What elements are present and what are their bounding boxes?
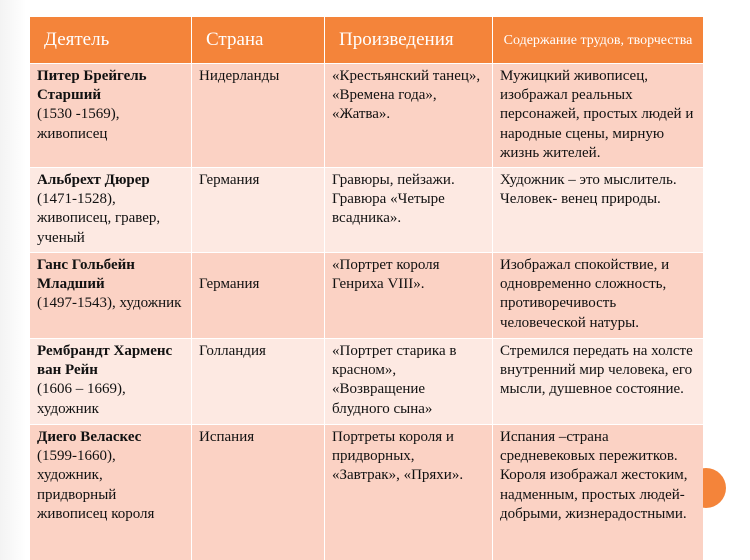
table-row: [30, 339, 704, 425]
person-info: (1471-1528), живописец, гравер, ученый: [37, 191, 161, 246]
slide-top-border: [26, 0, 750, 16]
works-cell: «Портрет старика в красном», «Возвращение блудного сына»: [325, 339, 493, 425]
person-info: (1599-1660), художник, придворный живописец короля: [37, 448, 155, 522]
content-cell: Мужицкий живописец, изображал реальных персонажей, простых людей и народные сцены, мирную жизнь жителей.: [493, 64, 704, 168]
header-content: Содержание трудов, творчества: [493, 17, 704, 64]
country-cell: Нидерланды: [192, 64, 325, 168]
country-cell: Испания: [192, 425, 325, 560]
table-row: [30, 168, 704, 253]
figure-cell: [30, 64, 192, 168]
content-cell: Художник – это мыслитель. Человек- венец природы.: [493, 168, 704, 253]
content-cell: Изображал спокойствие, и одновременно сложность, противоречивость человеческой натуры.: [493, 253, 704, 339]
person-name: Рембрандт Харменс ван Рейн: [37, 343, 173, 379]
artists-table-container: [29, 16, 703, 560]
header-row: [30, 17, 704, 64]
country-cell: Голландия: [192, 339, 325, 425]
country-cell: Германия: [192, 168, 325, 253]
figure-cell: [30, 339, 192, 425]
figure-cell: [30, 253, 192, 339]
content-cell: Испания –страна средневековых пережитков. Короля изображал жестоким, надменным, простых людей- добрыми, жизнерадостными.: [493, 425, 704, 560]
table-row: [30, 253, 704, 339]
works-cell: Портреты короля и придворных, «Завтрак», «Пряхи».: [325, 425, 493, 560]
works-cell: «Крестьянский танец», «Времена года», «Жатва».: [325, 64, 493, 168]
artists-table: [29, 16, 703, 560]
figure-cell: [30, 425, 192, 560]
header-figure: Деятель: [30, 17, 192, 64]
person-name: Альбрехт Дюрер: [37, 172, 150, 189]
content-cell: Стремился передать на холсте внутренний мир человека, его мысли, душевное состояние.: [493, 339, 704, 425]
header-country: Страна: [192, 17, 325, 64]
person-name: Ганс Гольбейн Младший: [37, 257, 135, 293]
person-info: (1530 -1569), живописец: [37, 106, 120, 142]
works-cell: «Портрет короля Генриха VIII».: [325, 253, 493, 339]
person-name: Питер Брейгель Старший: [37, 68, 147, 104]
works-cell: Гравюры, пейзажи. Гравюра «Четыре всадника».: [325, 168, 493, 253]
table-row: [30, 64, 704, 168]
slide-left-border: [0, 0, 26, 560]
table-row: [30, 425, 704, 560]
country-cell: Германия: [192, 253, 325, 339]
person-name: Диего Веласкес: [37, 429, 142, 446]
figure-cell: [30, 168, 192, 253]
person-info: (1606 – 1669), художник: [37, 381, 126, 417]
person-info: (1497-1543), художник: [37, 295, 182, 312]
header-works: Произведения: [325, 17, 493, 64]
